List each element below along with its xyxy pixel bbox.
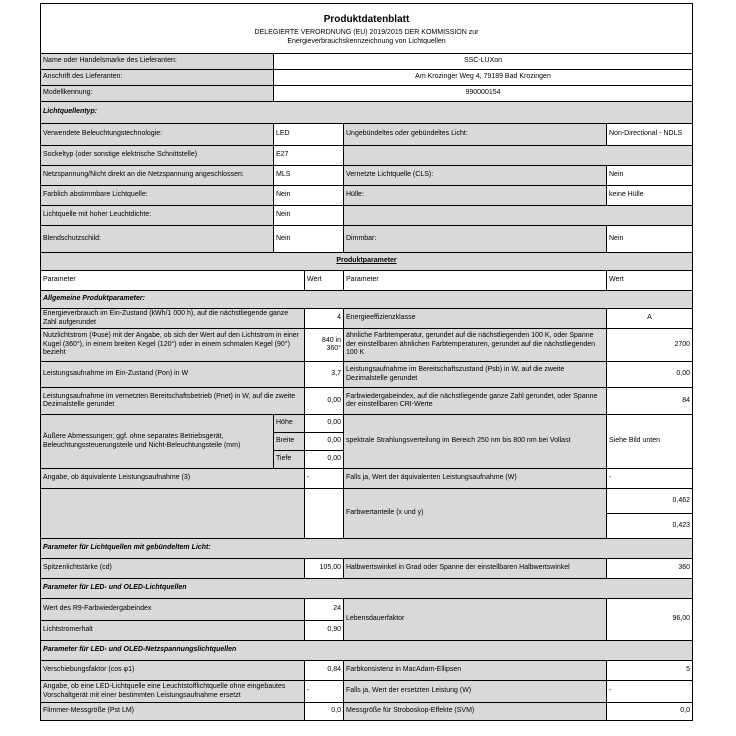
flicker-value: 0,0 — [305, 703, 344, 721]
supplier-name-row — [41, 54, 693, 70]
flicker-label: Flimmer-Messgröße (Pst LM) — [41, 703, 305, 721]
param-row — [41, 599, 693, 621]
lst-value: keine Hülle — [607, 186, 693, 206]
lst-row — [41, 206, 693, 226]
lst-label: Vernetzte Lichtquelle (CLS): — [344, 166, 607, 186]
cct-label: ähnliche Farbtemperatur, gerundet auf die nächstliegenden 100 K, oder Spanne der einstellbaren ähnlichen Farbtemperaturen, gerundet auf die nächstliegenden 100 K — [344, 329, 607, 362]
chroma-empty — [41, 489, 305, 539]
lst-label: Blendschutzschild: — [41, 226, 274, 253]
param-row — [41, 388, 693, 415]
supplier-address-value: Am Krozinger Weg 4, 79189 Bad Krozingen — [274, 70, 693, 86]
lumen-maintenance-label: Lichtstromerhalt — [41, 621, 305, 641]
light-source-heading-row — [41, 102, 693, 124]
peak-intensity-label: Spitzenlichtstärke (cd) — [41, 559, 305, 579]
mains-heading-row — [41, 641, 693, 661]
useful-flux-value: 840 in 360° — [305, 329, 344, 362]
dim-label: Höhe — [274, 415, 305, 433]
power-factor-label: Verschiebungsfaktor (cos φ1) — [41, 661, 305, 681]
model-row — [41, 86, 693, 102]
retrofit-w-value: - — [607, 681, 693, 703]
lst-row — [41, 226, 693, 253]
supplier-address-row — [41, 70, 693, 86]
col-value-header: Wert — [607, 271, 693, 291]
survival-factor-value: 96,00 — [607, 599, 693, 641]
lst-label: Netzspannung/Nicht direkt an die Netzspannung angeschlossen: — [41, 166, 274, 186]
lst-row — [41, 166, 693, 186]
general-heading-row — [41, 291, 693, 309]
param-row — [41, 329, 693, 362]
cri-value: 84 — [607, 388, 693, 415]
retrofit-value: - — [305, 681, 344, 703]
supplier-name-value: SSC-LUXon — [274, 54, 693, 70]
chroma-y-value: 0,423 — [607, 514, 693, 539]
mains-heading: Parameter für LED- und OLED-Netzspannungslichtquellen — [41, 641, 693, 661]
lst-label: Hülle: — [344, 186, 607, 206]
energy-consumption-label: Energieverbrauch im Ein-Zustand (kWh/1 000 h), auf die nächstliegende ganze Zahl aufgerundet — [41, 309, 305, 329]
chroma-empty-value — [305, 489, 344, 539]
param-row — [41, 661, 693, 681]
useful-flux-label: Nutzlichtstrom (Φuse) mit der Angabe, ob sich der Wert auf den Lichtstrom in einer Kugel (360°), in einem breiten Kegel (120°) oder in einem schmalen Kegel (90°) bezieht — [41, 329, 305, 362]
directional-heading: Parameter für Lichtquellen mit gebündeltem Licht: — [41, 539, 693, 559]
param-row — [41, 362, 693, 388]
spd-value: Siehe Bild unten — [607, 415, 693, 469]
product-params-caption: Produktparameter — [41, 253, 693, 271]
param-row — [41, 309, 693, 329]
lst-label: Farblich abstimmbare Lichtquelle: — [41, 186, 274, 206]
lst-value: Nein — [274, 186, 344, 206]
energy-consumption-value: 4 — [305, 309, 344, 329]
lst-value: Nein — [274, 206, 344, 226]
lst-label: Lichtquelle mit hoher Leuchtdichte: — [41, 206, 274, 226]
r9-label: Wert des R9-Farbwiedergabeindex — [41, 599, 305, 621]
lst-value: Non-Directional - NDLS — [607, 124, 693, 146]
lst-empty — [344, 206, 693, 226]
directional-heading-row — [41, 539, 693, 559]
product-data-sheet — [40, 3, 692, 721]
led-heading: Parameter für LED- und OLED-Lichtquellen — [41, 579, 693, 599]
regulation-topic: Energieverbrauchskennzeichnung von Lichtquellen — [287, 38, 446, 45]
survival-factor-label: Lebensdauerfaktor — [344, 599, 607, 641]
lst-label: Sockeltyp (oder sonstige elektrische Schnittstelle) — [41, 146, 274, 166]
beam-angle-value: 360 — [607, 559, 693, 579]
r9-value: 24 — [305, 599, 344, 621]
param-row — [41, 703, 693, 721]
lst-row — [41, 186, 693, 206]
equiv-row — [41, 469, 693, 489]
lst-label: Ungebündeltes oder gebündeltes Licht: — [344, 124, 607, 146]
chroma-row — [41, 489, 693, 514]
supplier-name-label: Name oder Handelsmarke des Lieferanten: — [41, 54, 274, 70]
dim-label: Tiefe — [274, 451, 305, 469]
lst-value: Nein — [274, 226, 344, 253]
lumen-maintenance-value: 0,90 — [305, 621, 344, 641]
supplier-address-label: Anschrift des Lieferanten: — [41, 70, 274, 86]
col-param-header: Parameter — [344, 271, 607, 291]
dim-value: 0,00 — [305, 433, 344, 451]
lst-row — [41, 146, 693, 166]
column-header-row — [41, 271, 693, 291]
col-value-header: Wert — [305, 271, 344, 291]
beam-angle-label: Halbwertswinkel in Grad oder Spanne der einstellbaren Halbwertswinkel — [344, 559, 607, 579]
peak-intensity-value: 105,00 — [305, 559, 344, 579]
spd-label: spektrale Strahlungsverteilung im Bereich 250 nm bis 800 nm bei Vollast — [344, 415, 607, 469]
pon-value: 3,7 — [305, 362, 344, 388]
dim-label: Breite — [274, 433, 305, 451]
pnet-label: Leistungsaufnahme im vernetzten Bereitschaftsbetrieb (Pnet) in W, auf die zweite Dezimalstelle gerundet — [41, 388, 305, 415]
equiv-value: - — [305, 469, 344, 489]
sheet-header — [41, 4, 693, 54]
chroma-label: Farbwertanteile (x und y) — [344, 489, 607, 539]
retrofit-w-label: Falls ja, Wert der ersetzten Leistung (W) — [344, 681, 607, 703]
retrofit-label: Angabe, ob eine LED-Lichtquelle eine Leuchtstofflichtquelle ohne eingebautes Vorschaltgerät mit einer bestimmten Leistungsaufnahme ersetzt — [41, 681, 305, 703]
svm-value: 0,0 — [607, 703, 693, 721]
data-sheet-table — [40, 3, 693, 721]
macadam-label: Farbkonsistenz in MacAdam-Ellipsen — [344, 661, 607, 681]
equiv-label: Angabe, ob äquivalente Leistungsaufnahme (3) — [41, 469, 305, 489]
psb-value: 0,00 — [607, 362, 693, 388]
cri-label: Farbwiedergabeindex, auf die nächstliegende ganze Zahl gerundet, oder Spanne der einstellbaren CRI-Werte — [344, 388, 607, 415]
lst-value: Nein — [607, 226, 693, 253]
param-row — [41, 681, 693, 703]
macadam-value: 5 — [607, 661, 693, 681]
psb-label: Leistungsaufnahme im Bereitschaftszustand (Psb) in W, auf die zweite Dezimalstelle gerundet — [344, 362, 607, 388]
dim-value: 0,00 — [305, 415, 344, 433]
model-label: Modellkennung: — [41, 86, 274, 102]
power-factor-value: 0,84 — [305, 661, 344, 681]
light-source-heading: Lichtquellentyp: — [41, 102, 693, 124]
lst-label: Verwendete Beleuchtungstechnologie: — [41, 124, 274, 146]
dims-row — [41, 415, 693, 433]
cct-value: 2700 — [607, 329, 693, 362]
pnet-value: 0,00 — [305, 388, 344, 415]
efficiency-class-label: Energieeffizienzklasse — [344, 309, 607, 329]
equiv-w-value: - — [607, 469, 693, 489]
lst-value: Nein — [607, 166, 693, 186]
equiv-w-label: Falls ja, Wert der äquivalenten Leistungsaufnahme (W) — [344, 469, 607, 489]
lst-label: Dimmbar: — [344, 226, 607, 253]
led-heading-row — [41, 579, 693, 599]
lst-value: E27 — [274, 146, 344, 166]
sheet-title: Produktdatenblatt — [323, 14, 410, 26]
efficiency-class-value: A — [607, 309, 693, 329]
col-param-header: Parameter — [41, 271, 305, 291]
general-params-heading: Allgemeine Produktparameter: — [41, 291, 693, 309]
param-row — [41, 559, 693, 579]
chroma-x-value: 0,462 — [607, 489, 693, 514]
lst-row — [41, 124, 693, 146]
product-params-caption-row — [41, 253, 693, 271]
lst-value: MLS — [274, 166, 344, 186]
regulation-line: DELEGIERTE VERORDNUNG (EU) 2019/2015 DER KOMMISSION zur — [254, 29, 479, 37]
pon-label: Leistungsaufnahme im Ein-Zustand (Pon) in W — [41, 362, 305, 388]
dim-value: 0,00 — [305, 451, 344, 469]
lst-empty — [344, 146, 693, 166]
sheet-header-cell — [41, 4, 693, 54]
model-value: 990000154 — [274, 86, 693, 102]
svm-label: Messgröße für Stroboskop-Effekte (SVM) — [344, 703, 607, 721]
lst-value: LED — [274, 124, 344, 146]
dimensions-label: Äußere Abmessungen; ggf. ohne separates Betriebsgerät, Beleuchtungssteuerungsteile und Nicht-Beleuchtungsteile (mm) — [41, 415, 274, 469]
